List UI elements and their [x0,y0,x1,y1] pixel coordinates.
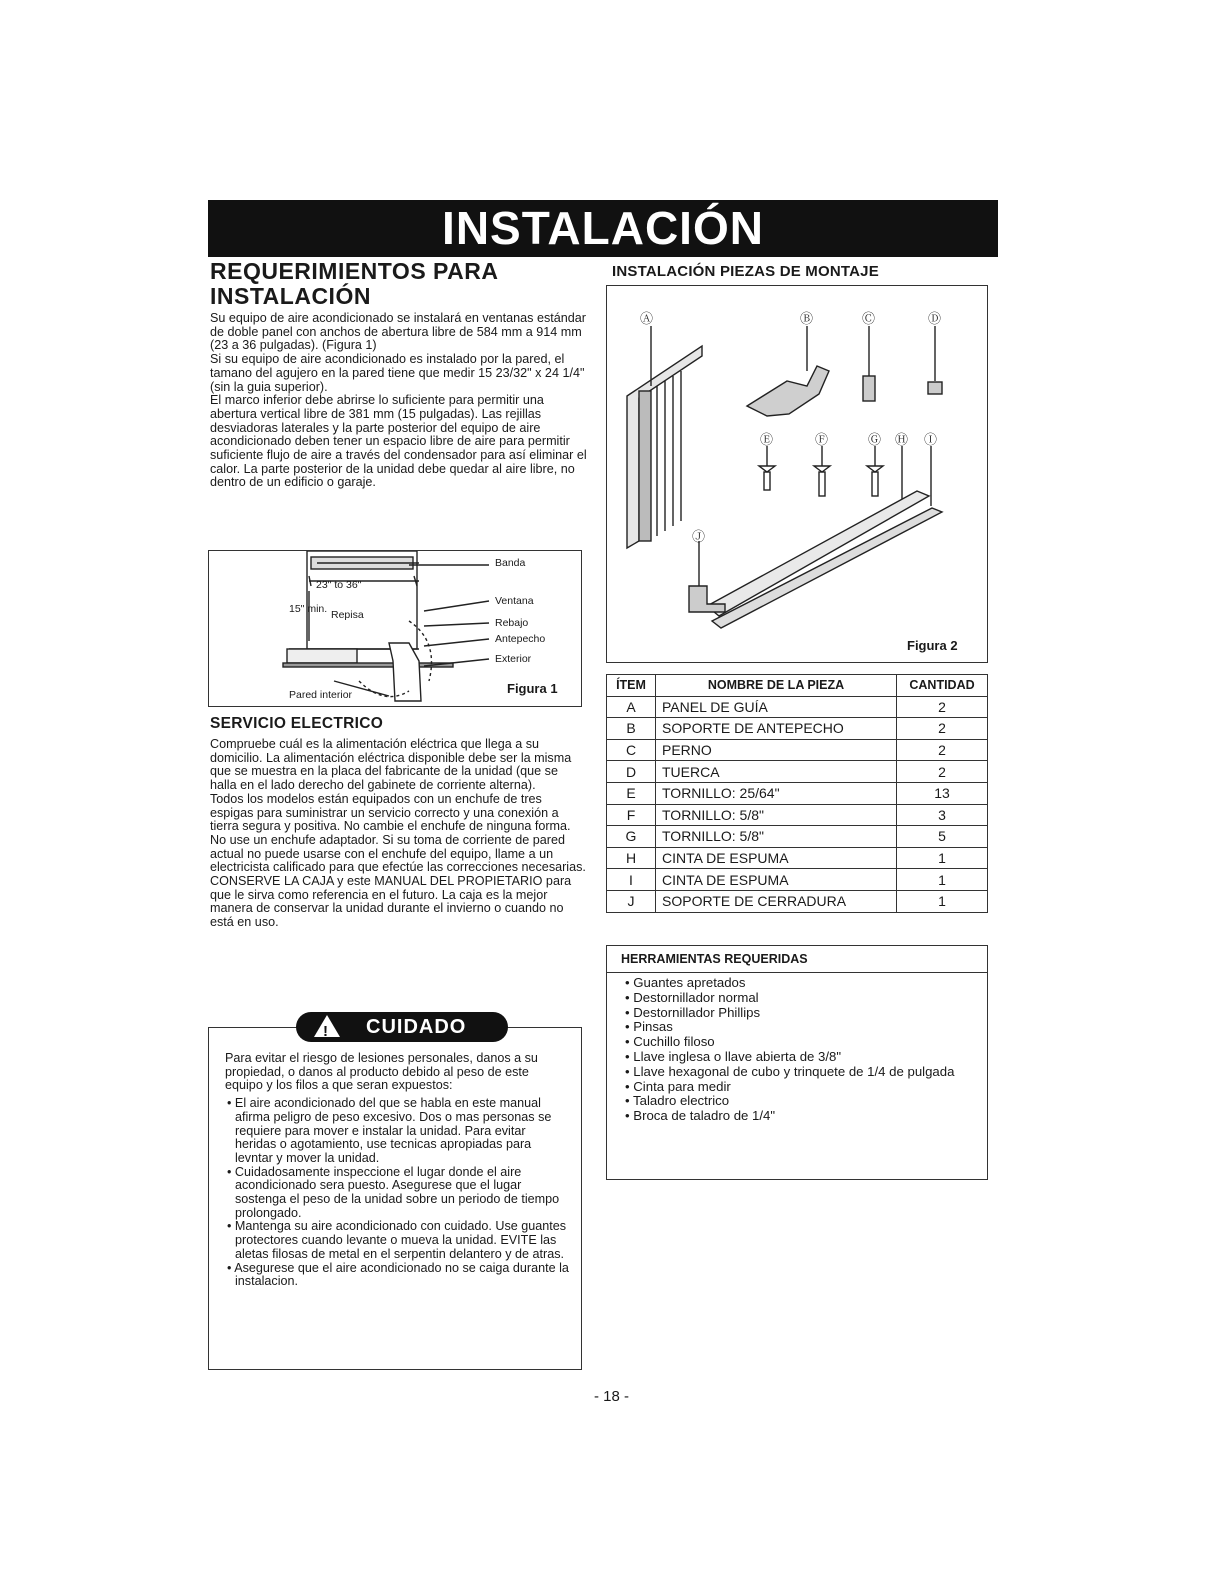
table-cell: TORNILLO: 5/8" [656,804,897,826]
caution-item: • Asegurese que el aire acondicionado no se caiga durante la instalacion. [227,1260,569,1289]
mounting-parts-heading: INSTALACIÓN PIEZAS DE MONTAJE [612,263,879,280]
table-row [607,826,988,848]
table-cell: 2 [897,739,988,761]
table-row [607,761,988,783]
requirements-text [210,312,588,490]
table-cell: 3 [897,804,988,826]
table-cell: PERNO [656,739,897,761]
tool-item: • Broca de taladro de 1/4" [625,1108,776,1124]
tool-item: • Cinta para medir [625,1078,731,1094]
caution-label-pill [296,1012,508,1042]
tool-item: • Taladro electrico [625,1093,730,1109]
figure-2 [606,285,988,663]
tool-item: • Guantes apretados [625,975,746,990]
part-letter-b: Ⓑ [800,311,814,326]
tools-box [606,945,988,1180]
table-header: CANTIDAD [897,675,988,697]
caution-list [225,1097,569,1289]
table-row [607,847,988,869]
table-row [607,804,988,826]
table-cell: 13 [897,782,988,804]
requirements-heading [210,259,590,309]
figure-1-label: Figura 1 [507,681,558,696]
part-letter-a: Ⓐ [640,311,654,326]
table-row [607,718,988,740]
caution-item: • El aire acondicionado del que se habla en este manual afirma peligro de peso excesivo. Dos o mas personas se requiere para mover e instalar la unidad. Para evitar heridas o agotamiento, use tecnicas apropiadas para levntar y mover la unidad. [227,1096,552,1165]
requirements-paragraph: Si su equipo de aire acondicionado es instalado por la pared, el tamano del agujero en la pared tiene que medir 15 23/32" x 24 1/4"(sin la guia superior). [210,352,585,394]
parts-table [606,674,988,913]
table-cell: CINTA DE ESPUMA [656,869,897,891]
table-row [607,739,988,761]
table-cell: I [607,869,656,891]
table-cell: B [607,718,656,740]
repisa-label: Repisa [331,609,364,621]
table-cell: F [607,804,656,826]
table-cell: PANEL DE GUÍA [656,696,897,718]
callout-banda: Banda [495,557,526,569]
electrical-paragraph: Compruebe cuál es la alimentación eléctrica que llega a su domicilio. La alimentación eléctrica disponible debe ser la misma que se muestra en la placa del fabricante de la unidad (que se halla en el lado derecho del gabinete de corriente alterna). [210,737,572,793]
table-cell: TORNILLO: 25/64" [656,782,897,804]
tool-item: • Llave hexagonal de cubo y trinquete de 1/4 de pulgada [625,1063,955,1079]
electrical-paragraph: CONSERVE LA CAJA y este MANUAL DEL PROPIETARIO para que le sirva como referencia en el futuro. La caja es la mejor manera de conservar la unidad durante el invierno o cuando no está en uso. [210,874,572,930]
width-dimension-label: 23" to 36" [316,579,362,591]
figure-1 [208,550,582,707]
requirements-heading-line1: REQUERIMIENTOS PARA [210,258,499,284]
callout-exterior: Exterior [495,653,532,665]
pared-interior-label: Pared interior [289,689,353,701]
requirements-paragraph: El marco inferior debe abrirse lo suficiente para permitir una abertura vertical libre de 381 mm (15 pulgadas). Las rejillas desviadoras laterales y la parte posterior del equipo de aire acondicionado deben tener un espacio libre de aire para permitir suficiente flujo de aire a través del condensador para así eliminar el calor. La parte posterior de la unidad debe quedar al aire libre, no dentro de un edificio o garaje. [210,393,587,490]
caution-box [208,1027,582,1370]
exclamation-icon: ! [323,1023,328,1040]
table-cell: A [607,696,656,718]
page-number: - 18 - [593,1388,629,1405]
table-cell: 1 [897,847,988,869]
table-header-row [607,675,988,697]
mounting-parts-diagram [607,286,987,662]
table-cell: 2 [897,718,988,740]
table-cell: J [607,890,656,912]
table-cell: SOPORTE DE ANTEPECHO [656,718,897,740]
tool-item: • Destornillador normal [625,989,759,1005]
table-row [607,696,988,718]
table-cell: 5 [897,826,988,848]
tools-heading: HERRAMIENTAS REQUERIDAS [621,952,808,966]
callout-ventana: Ventana [495,595,534,607]
tool-item: • Pinsas [625,1019,673,1035]
part-letter-g: Ⓖ [868,432,882,447]
table-row [607,869,988,891]
requirements-heading-line2: INSTALACIÓN [210,283,371,309]
callout-antepecho: Antepecho [495,633,546,645]
table-cell: TUERCA [656,761,897,783]
electrical-service-heading: SERVICIO ELECTRICO [210,715,384,732]
min-height-label: 15" min. [289,603,328,615]
callout-rebajo: Rebajo [495,617,529,629]
table-cell: 1 [897,890,988,912]
part-letter-i: Ⓘ [924,432,938,447]
part-letter-f: Ⓕ [815,432,829,447]
caution-item: • Cuidadosamente inspeccione el lugar donde el aire acondicionado sera puesto. Asegurese que el lugar sostenga el peso de la unidad sobre un periodo de tiempo prolongado. [227,1164,560,1220]
table-cell: TORNILLO: 5/8" [656,826,897,848]
part-letter-e: Ⓔ [760,432,774,447]
tool-item: • Llave inglesa o llave abierta de 3/8" [625,1048,842,1064]
part-letter-d: Ⓓ [928,311,942,326]
table-cell: D [607,761,656,783]
table-cell: SOPORTE DE CERRADURA [656,890,897,912]
table-row [607,890,988,912]
table-header: ÍTEM [607,675,656,697]
table-cell: H [607,847,656,869]
caution-label: CUIDADO [366,1016,467,1038]
page-banner: INSTALACIÓN [208,200,998,257]
part-letter-j: Ⓙ [692,529,706,544]
part-letter-c: Ⓒ [862,311,876,326]
table-cell: G [607,826,656,848]
electrical-paragraph: Todos los modelos están equipados con un enchufe de tres espigas para suministrar un servicio correcto y una conexión a tierra segura y positiva. No cambie el enchufe de ninguna forma. No use un enchufe adaptador. Si su toma de corriente de pared actual no puede usarse con el enchufe del equipo, llame a un electricista calificado para que efectúe las correcciones necesarias. [210,791,586,875]
table-row [607,782,988,804]
table-cell: C [607,739,656,761]
table-cell: CINTA DE ESPUMA [656,847,897,869]
requirements-paragraph: Su equipo de aire acondicionado se instalará en ventanas estándar de doble panel con anchos de abertura libre de 584 mm a 914 mm (23 a 36 pulgadas). (Figura 1) [210,311,586,353]
tools-list [607,966,987,1124]
table-cell: 2 [897,696,988,718]
table-header: NOMBRE DE LA PIEZA [656,675,897,697]
table-cell: 2 [897,761,988,783]
figure-2-label: Figura 2 [907,638,958,653]
part-letter-h: Ⓗ [895,432,909,447]
table-cell: 1 [897,869,988,891]
tool-item: • Destornillador Phillips [625,1004,761,1020]
electrical-service-text [210,738,588,930]
table-cell: E [607,782,656,804]
tools-divider [607,972,987,973]
tool-item: • Cuchillo filoso [625,1034,715,1050]
caution-item: • Mantenga su aire acondicionado con cuidado. Use guantes protectores cuando levante o mueva la unidad. EVITE las aletas filosas de metal en el serpentin delantero y de atras. [227,1219,567,1261]
caution-intro: Para evitar el riesgo de lesiones personales, danos a su propiedad, o danos al producto debido al peso de este equipo y los filos a que seran expuestos: [225,1051,538,1093]
